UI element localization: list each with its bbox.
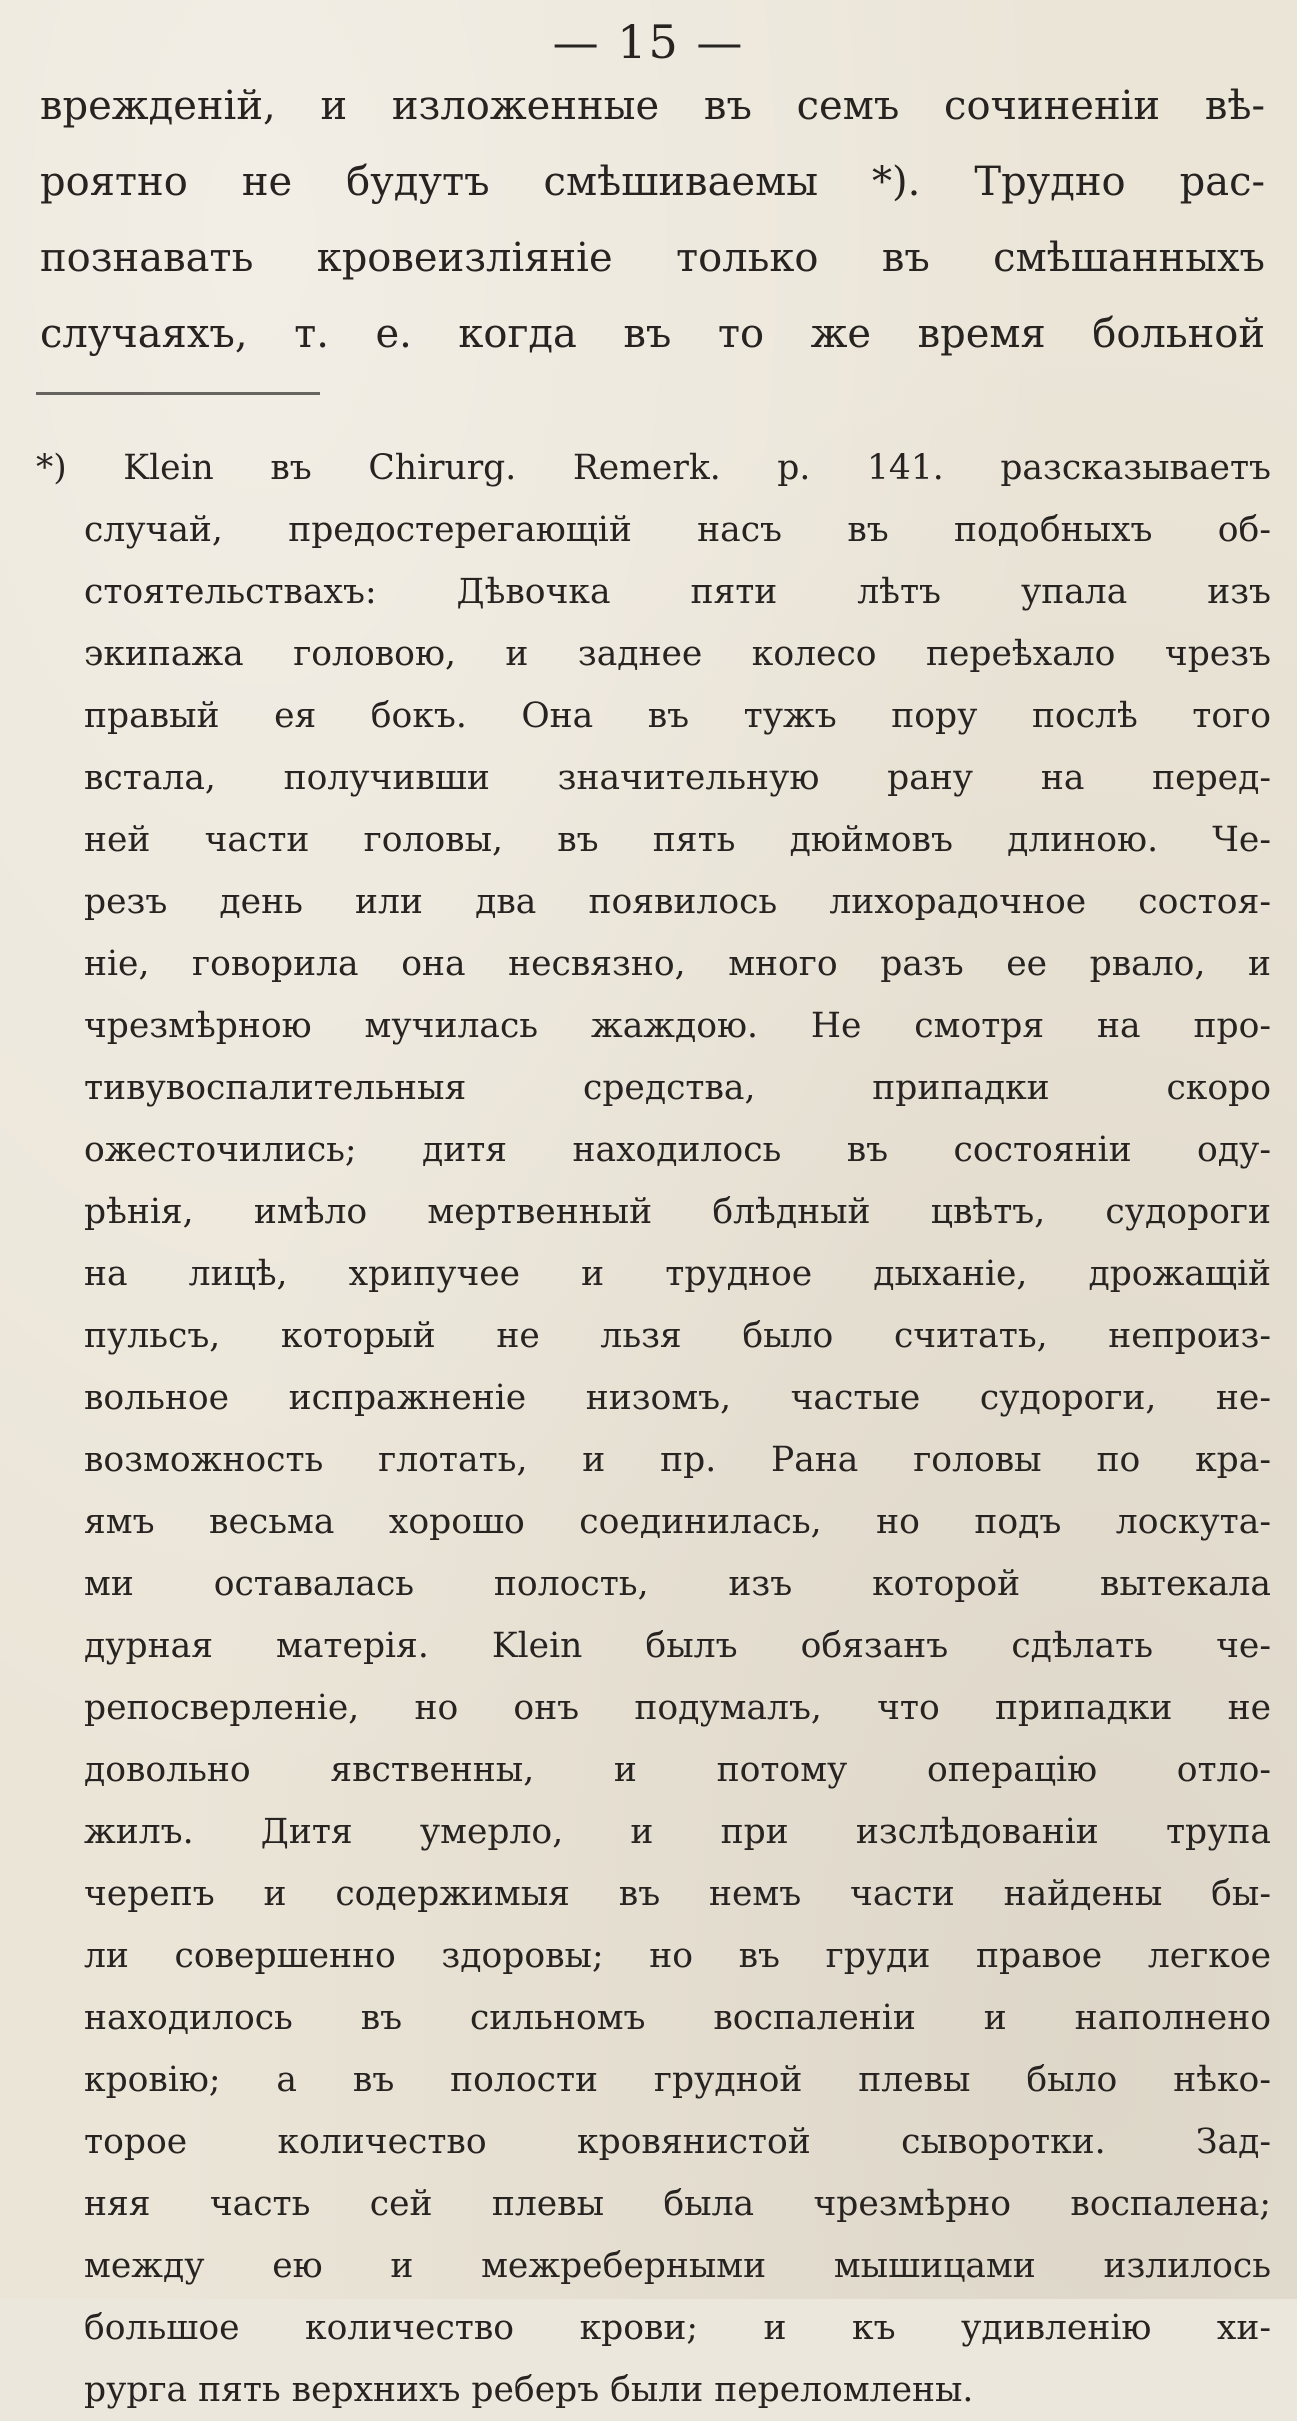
- footnote-line: репосверленіе, но онъ подумалъ, что припадки не: [84, 1688, 1271, 1728]
- footnote: [36, 437, 1271, 2421]
- footnote-line: *) Klein въ Chirurg. Remerk. p. 141. разсказываетъ: [36, 448, 1271, 488]
- footnote-line: вольное испражненіе низомъ, частые судороги, не-: [84, 1378, 1271, 1418]
- footnote-line: ніе, говорила она несвязно, много разъ ее рвало, и: [84, 944, 1271, 984]
- footnote-line: рѣнія, имѣло мертвенный блѣдный цвѣтъ, судороги: [84, 1192, 1271, 1232]
- footnote-line: торое количество кровянистой сыворотки. Зад-: [84, 2122, 1271, 2162]
- footnote-line: ней части головы, въ пять дюймовъ длиною. Че-: [84, 820, 1271, 860]
- footnote-line: возможность глотать, и пр. Рана головы по кра-: [84, 1440, 1271, 1480]
- main-text-line: врежденій, и изложенные въ семъ сочиненіи вѣ-: [40, 83, 1265, 129]
- footnote-line: чрезмѣрною мучилась жаждою. Не смотря на про-: [84, 1006, 1271, 1046]
- footnote-divider: [36, 392, 320, 395]
- footnote-line: ожесточились; дитя находилось въ состояніи оду-: [84, 1130, 1271, 1170]
- page-number: — 15 —: [552, 15, 745, 69]
- main-text: [40, 68, 1265, 372]
- footnote-line: пульсъ, который не льзя было считать, непроиз-: [84, 1316, 1271, 1356]
- footnote-line: довольно явственны, и потому операцію отло-: [84, 1750, 1271, 1790]
- footnote-line: ми оставалась полость, изъ которой вытекала: [84, 1564, 1271, 1604]
- main-text-line: познавать кровеизліяніе только въ смѣшанныхъ: [40, 235, 1265, 281]
- footnote-line: экипажа головою, и заднее колесо переѣхало чрезъ: [84, 634, 1271, 674]
- footnote-line: находилось въ сильномъ воспаленіи и наполнено: [84, 1998, 1271, 2038]
- footnote-line: случай, предостерегающій насъ въ подобныхъ об-: [84, 510, 1271, 550]
- main-text-line: случаяхъ, т. е. когда въ то же время больной: [40, 311, 1265, 357]
- footnote-line: между ею и межреберными мышицами излилось: [84, 2246, 1271, 2286]
- footnote-line: ли совершенно здоровы; но въ груди правое легкое: [84, 1936, 1271, 1976]
- main-text-line: роятно не будутъ смѣшиваемы *). Трудно рас-: [40, 159, 1265, 205]
- footnote-line: кровію; а въ полости грудной плевы было нѣко-: [84, 2060, 1271, 2100]
- footnote-line: тивувоспалительныя средства, припадки скоро: [84, 1068, 1271, 1108]
- footnote-line: жилъ. Дитя умерло, и при изслѣдованіи трупа: [84, 1812, 1271, 1852]
- footnote-line: дурная матерія. Klein былъ обязанъ сдѣлать че-: [84, 1626, 1271, 1666]
- footnote-line: резъ день или два появилось лихорадочное состоя-: [84, 882, 1271, 922]
- footnote-line: встала, получивши значительную рану на перед-: [84, 758, 1271, 798]
- footnote-line: правый ея бокъ. Она въ тужъ пору послѣ того: [84, 696, 1271, 736]
- footnote-line: черепъ и содержимыя въ немъ части найдены бы-: [84, 1874, 1271, 1914]
- footnote-line: няя часть сей плевы была чрезмѣрно воспалена;: [84, 2184, 1271, 2224]
- footnote-line: ямъ весьма хорошо соединилась, но подъ лоскута-: [84, 1502, 1271, 1542]
- footnote-line: стоятельствахъ: Дѣвочка пяти лѣтъ упала изъ: [84, 572, 1271, 612]
- footnote-line: большое количество крови; и къ удивленію хи-: [84, 2308, 1271, 2348]
- footnote-line: на лицѣ, хрипучее и трудное дыханіе, дрожащій: [84, 1254, 1271, 1294]
- footnote-line: рурга пять верхнихъ реберъ были переломлены.: [84, 2370, 974, 2410]
